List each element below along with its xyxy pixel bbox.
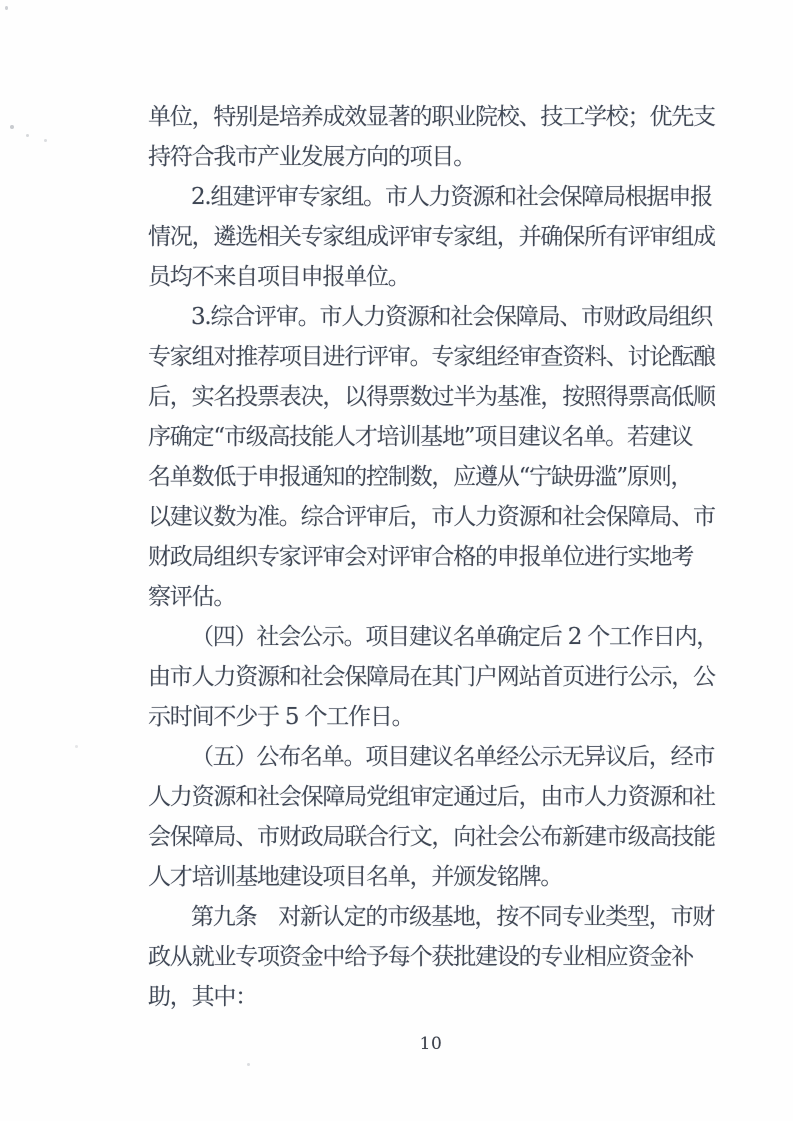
text-line: （五）公布名单。项目建议名单经公示无异议后，经市: [191, 744, 715, 770]
text-line: 员均不来自项目申报单位。: [148, 264, 410, 290]
text-line: 3.综合评审。市人力资源和社会保障局、市财政局组织: [191, 304, 712, 330]
scan-speckle: [26, 134, 29, 137]
text-line: 财政局组织专家评审会对评审合格的申报单位进行实地考: [148, 544, 694, 570]
text-line: 持符合我市产业发展方向的项目。: [148, 144, 476, 170]
scan-speckle: [247, 1063, 250, 1066]
text-line: 由市人力资源和社会保障局在其门户网站首页进行公示，公: [148, 664, 715, 690]
scan-speckle: [10, 125, 14, 129]
text-line: 人才培训基地建设项目名单，并颁发铭牌。: [148, 864, 563, 890]
text-line: 以建议数为准。综合评审后，市人力资源和社会保障局、市: [148, 504, 715, 530]
scan-speckle: [44, 139, 47, 142]
scan-speckle: [5, 6, 8, 10]
page-number: 10: [419, 1034, 443, 1054]
text-line: 示时间不少于 5 个工作日。: [148, 704, 414, 730]
text-line: 人力资源和社会保障局党组审定通过后，由市人力资源和社: [148, 784, 715, 810]
text-line: （四）社会公示。项目建议名单确定后 2 个工作日内，: [191, 624, 719, 650]
text-line: 单位，特别是培养成效显著的职业院校、技工学校；优先支: [148, 104, 715, 130]
text-line: 序确定“市级高技能人才培训基地”项目建议名单。若建议: [148, 424, 693, 450]
text-line: 专家组对推荐项目进行评审。专家组经审查资料、讨论酝酿: [148, 344, 715, 370]
text-line: 情况，遴选相关专家组成评审专家组，并确保所有评审组成: [148, 224, 715, 250]
text-line: 名单数低于申报通知的控制数，应遵从“宁缺毋滥”原则，: [148, 464, 693, 490]
text-line: 第九条 对新认定的市级基地，按不同专业类型，市财: [191, 904, 715, 930]
text-line: 会保障局、市财政局联合行文，向社会公布新建市级高技能: [148, 824, 715, 850]
text-line: 政从就业专项资金中给予每个获批建设的专业相应资金补: [148, 944, 694, 970]
document-text-block: [148, 97, 720, 1017]
text-line: 2.组建评审专家组。市人力资源和社会保障局根据申报: [191, 184, 712, 210]
text-line: 察评估。: [148, 584, 236, 610]
scan-speckle: [75, 745, 78, 748]
text-line: 助，其中：: [148, 984, 258, 1010]
text-line: 后，实名投票表决，以得票数过半为基准，按照得票高低顺: [148, 384, 715, 410]
